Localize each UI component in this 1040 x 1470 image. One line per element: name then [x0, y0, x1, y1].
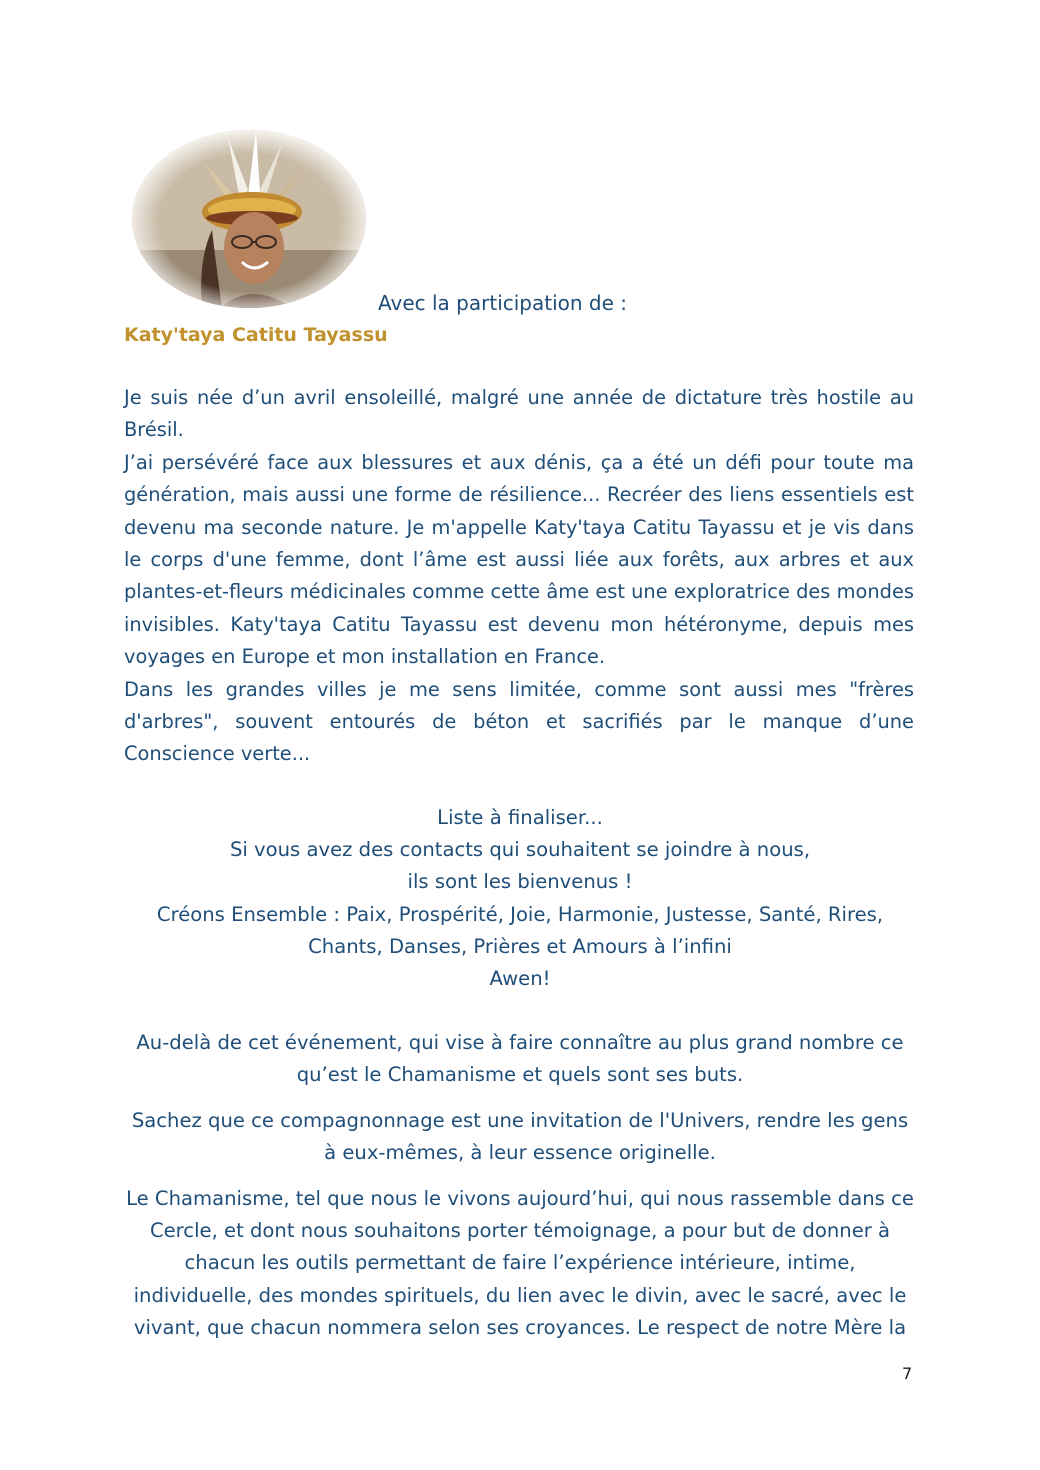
- closing-paragraph-1: [110, 1027, 930, 1091]
- bio-paragraph: Je suis née d’un avril ensoleillé, malgré une année de dictature très hostile au Brésil.: [124, 386, 914, 442]
- closing-paragraph-3: [110, 1183, 930, 1344]
- closing-line: individuelle, des mondes spirituels, du lien avec le divin, avec le sacré, avec le: [133, 1283, 907, 1307]
- closing-line: Cercle, et dont nous souhaitons porter témoignage, a pour but de donner à: [149, 1219, 891, 1243]
- author-biography: [124, 382, 914, 771]
- author-name: Katy'taya Catitu Tayassu: [124, 324, 388, 346]
- author-portrait: [132, 130, 366, 308]
- participation-label: Avec la participation de :: [378, 291, 628, 315]
- list-note-line: Créons Ensemble : Paix, Prospérité, Joie, Harmonie, Justesse, Santé, Rires,: [156, 902, 884, 926]
- closing-line: chacun les outils permettant de faire l’expérience intérieure, intime,: [184, 1251, 856, 1275]
- closing-line: Au-delà de cet événement, qui vise à faire connaître au plus grand nombre ce: [136, 1031, 904, 1054]
- list-note-line: ils sont les bienvenus !: [407, 870, 633, 894]
- portrait-illustration: [132, 130, 366, 308]
- closing-line: Le Chamanisme, tel que nous le vivons aujourd’hui, qui nous rassemble dans ce: [126, 1187, 914, 1210]
- closing-line: qu’est le Chamanisme et quels sont ses buts.: [296, 1063, 744, 1087]
- closing-line: vivant, que chacun nommera selon ses croyances. Le respect de notre Mère la: [133, 1315, 907, 1339]
- closing-line: à eux-mêmes, à leur essence originelle.: [324, 1141, 716, 1165]
- closing-line: Sachez que ce compagnonnage est une invitation de l'Univers, rendre les gens: [131, 1109, 909, 1132]
- list-note-line: Si vous avez des contacts qui souhaitent se joindre à nous,: [229, 838, 811, 862]
- bio-paragraph: Dans les grandes villes je me sens limitée, comme sont aussi mes "frères d'arbres", souvent entourés de béton et sacrifiés par le manque d’une Conscience verte...: [124, 677, 914, 766]
- bio-paragraph: J’ai persévéré face aux blessures et aux dénis, ça a été un défi pour toute ma génération, mais aussi une forme de résilience... Recréer des liens essentiels est devenu ma seconde nature. Je m'appelle Katy'taya Catitu Tayassu et je vis dans le corps d'une femme, dont l’âme est aussi liée aux forêts, aux arbres et aux plantes-et-fleurs médicinales comme cette âme est une exploratrice des mondes invisibles. Katy'taya Catitu Tayassu est devenu mon hétéronyme, depuis mes voyages en Europe et mon installation en France.: [124, 450, 914, 669]
- list-note-line: Liste à finaliser...: [437, 806, 603, 829]
- page-number: 7: [902, 1364, 913, 1383]
- list-note-line: Awen!: [489, 967, 551, 991]
- closing-paragraph-2: [110, 1105, 930, 1169]
- list-note: [110, 802, 930, 995]
- list-note-line: Chants, Danses, Prières et Amours à l’infini: [308, 934, 732, 958]
